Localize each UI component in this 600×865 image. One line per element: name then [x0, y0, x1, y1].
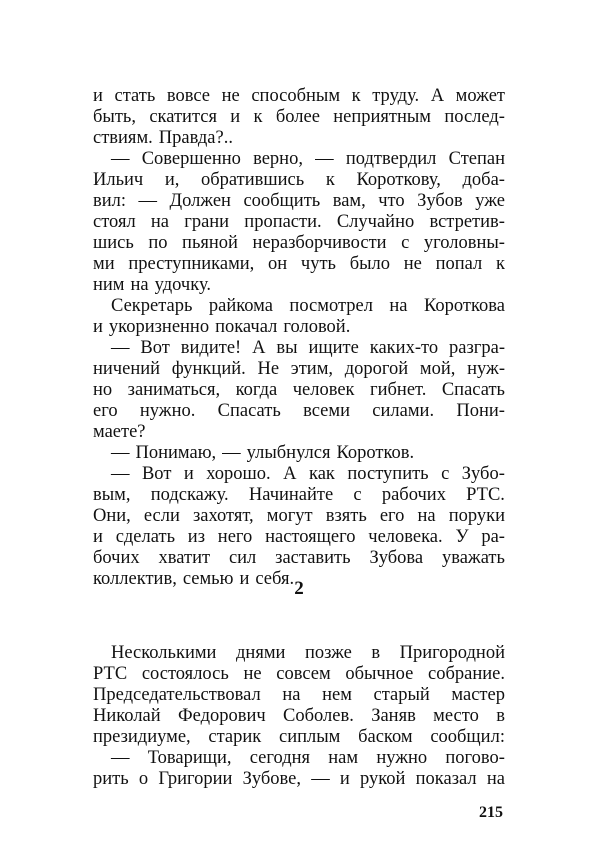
text-line: Они, если захотят, могут взять его на поруки [93, 506, 505, 526]
text-line: коллектив, семью и себя. [93, 569, 295, 589]
text-line: Несколькими днями позже в Пригородной [111, 643, 505, 663]
text-line: Председательствовал на нем старый мастер [93, 685, 505, 705]
text-line: Секретарь райкома посмотрел на Короткова [111, 296, 505, 316]
text-line: и укоризненно покачал головой. [93, 317, 351, 337]
text-line: ми преступниками, он чуть было не попал к [93, 254, 505, 274]
text-line: Николай Федорович Соболев. Заняв место в [93, 706, 505, 726]
text-line: но заниматься, когда человек гибнет. Спасать [93, 380, 505, 400]
text-line: — Совершенно верно, — подтвердил Степан [111, 149, 505, 169]
text-line: рить о Григории Зубове, — и рукой показал на [93, 769, 505, 789]
text-line: маете? [93, 422, 146, 442]
text-line: и сделать из него настоящего человека. У ра- [93, 527, 505, 547]
text-line: — Товарищи, сегодня нам нужно погово- [111, 748, 505, 768]
text-line: вым, подскажу. Начинайте с рабочих РТС. [93, 485, 505, 505]
page-number: 215 [479, 804, 503, 821]
text-line: ничений функций. Не этим, дорогой мой, нуж- [93, 359, 505, 379]
text-line: Ильич и, обратившись к Короткову, доба- [93, 170, 505, 190]
text-line: стоял на грани пропасти. Случайно встретив- [93, 212, 505, 232]
text-line: быть, скатится и к более неприятным послед- [93, 107, 505, 127]
text-line: президиуме, старик сиплым баском сообщил: [93, 727, 505, 747]
text-line: — Вот и хорошо. А как поступить с Зубо- [111, 464, 505, 484]
text-line: ним на удочку. [93, 275, 211, 295]
text-line: и стать вовсе не способным к труду. А может [93, 86, 505, 106]
text-line: — Вот видите! А вы ищите каких-то разгра- [111, 338, 505, 358]
text-line: РТС состоялось не совсем обычное собрание. [93, 664, 505, 684]
text-line: шись по пьяной неразборчивости с уголовны- [93, 233, 505, 253]
text-line: ствиям. Правда?.. [93, 128, 233, 148]
text-line: его нужно. Спасать всеми силами. Пони- [93, 401, 505, 421]
text-line: вил: — Должен сообщить вам, что Зубов уже [93, 191, 505, 211]
text-line: бочих хватит сил заставить Зубова уважать [93, 548, 505, 568]
text-line: — Понимаю, — улыбнулся Коротков. [111, 443, 415, 463]
section-number: 2 [294, 578, 304, 599]
